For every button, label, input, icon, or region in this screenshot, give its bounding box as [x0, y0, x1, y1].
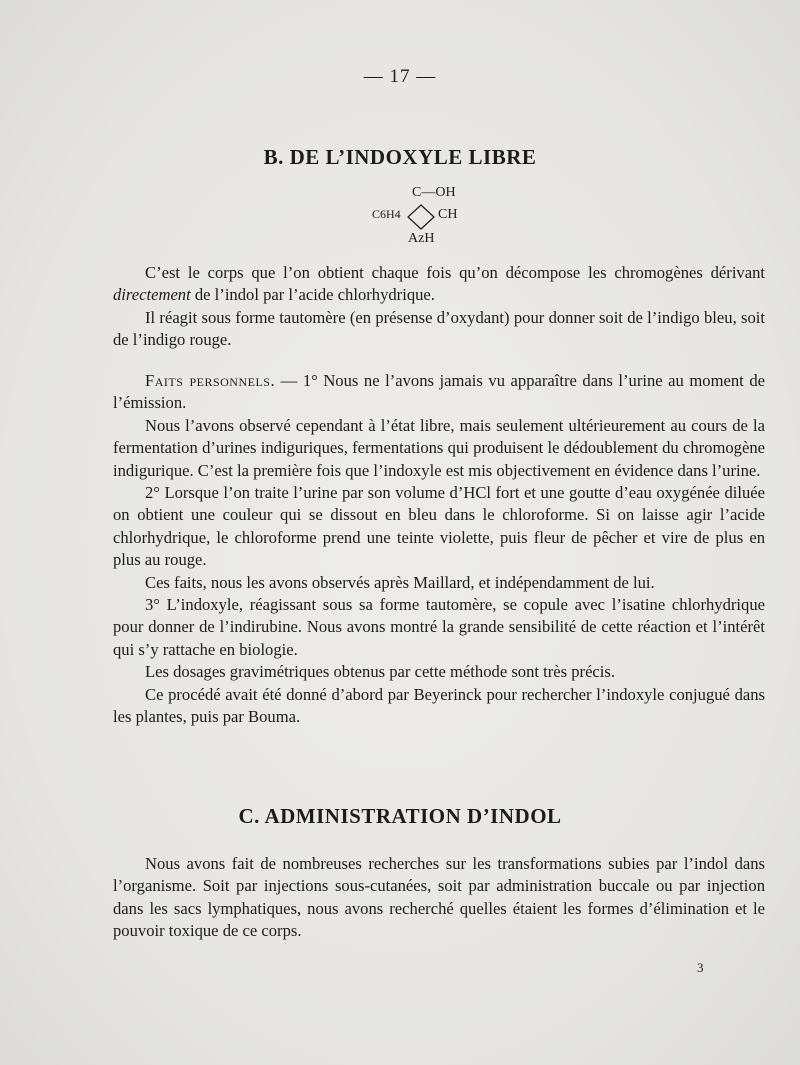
text-run: de l’indol par l’acide chlorhydrique.: [190, 285, 435, 305]
formula-right: CH: [438, 207, 458, 222]
formula-left: [372, 207, 401, 223]
formula-top: C—OH: [412, 185, 456, 200]
paragraph: Nous l’avons observé cependant à l’état libre, mais seulement ultérieurement au cours de la fermentation d’urines indiguriques, fermentations qui produisent le dédoublement du chromogène indigurique. C’est la première fois que l’indoxyle est mis objectivement en évidence dans l’urine.: [113, 415, 765, 480]
paragraph: Les dosages gravimétriques obtenus par cette méthode sont très précis.: [145, 662, 616, 682]
section-c-body: [113, 853, 765, 943]
paragraph: 2° Lorsque l’on traite l’urine par son volume d’HCl fort et une goutte d’eau oxygénée diluée on obtient une couleur qui se dissout en bleu dans le chloroforme. Si on laisse agir l’acide chlorhydrique, le chloroforme prend une teinte violette, puis fleur de pêcher et vire de plus en plus au rouge.: [113, 483, 765, 570]
formula-left-text: C6H4: [372, 207, 401, 221]
signature-mark: 3: [697, 960, 704, 975]
section-c-title: C. ADMINISTRATION D’INDOL: [238, 804, 562, 828]
paragraph: [113, 262, 765, 307]
emphasis-text: directement: [113, 285, 191, 305]
paragraph: Il réagit sous forme tautomère (en présense d’oxydant) pour donner soit de l’indigo bleu, soit de l’indigo rouge.: [113, 307, 765, 350]
paragraph: [113, 370, 765, 415]
text-run: — 1° Nous ne l’avons jamais vu apparaître dans l’urine au moment de l’émission.: [113, 371, 765, 413]
page-number: — 17 —: [363, 66, 437, 87]
paragraph: Ces faits, nous les avons observés après Maillard, et indépendamment de lui.: [145, 572, 655, 592]
faits-body: [113, 370, 765, 729]
text-run: C’est le corps que l’on obtient chaque fois qu’on décompose les chromogènes dérivant: [145, 263, 765, 282]
section-b-body: [113, 262, 765, 352]
paragraph: 3° L’indoxyle, réagissant sous sa forme tautomère, se copule avec l’isatine chlorhydrique pour donner de l’indirubine. Nous avons montré la grande sensibilité de cette réaction et l’intérêt qui s’y rattache en biologie.: [113, 595, 765, 659]
faits-label: Faits personnels.: [145, 371, 276, 390]
formula-bottom: AzH: [408, 231, 435, 246]
formula-ring: [406, 203, 436, 231]
paragraph: Nous avons fait de nombreuses recherches sur les transformations subies par l’indol dans l’organisme. Soit par injections sous-cutanées, soit par administration buccale ou par injection dans les sacs lymphatiques, nous avons recherché quelles étaient les formes d’élimination et le pouvoir toxique de ce corps.: [113, 854, 765, 941]
section-b-title: B. DE L’INDOXYLE LIBRE: [263, 145, 537, 169]
paragraph: Ce procédé avait été donné d’abord par Beyerinck pour rechercher l’indoxyle conjugué dans les plantes, puis par Bouma.: [113, 684, 765, 727]
indoxyl-formula: [370, 185, 480, 255]
